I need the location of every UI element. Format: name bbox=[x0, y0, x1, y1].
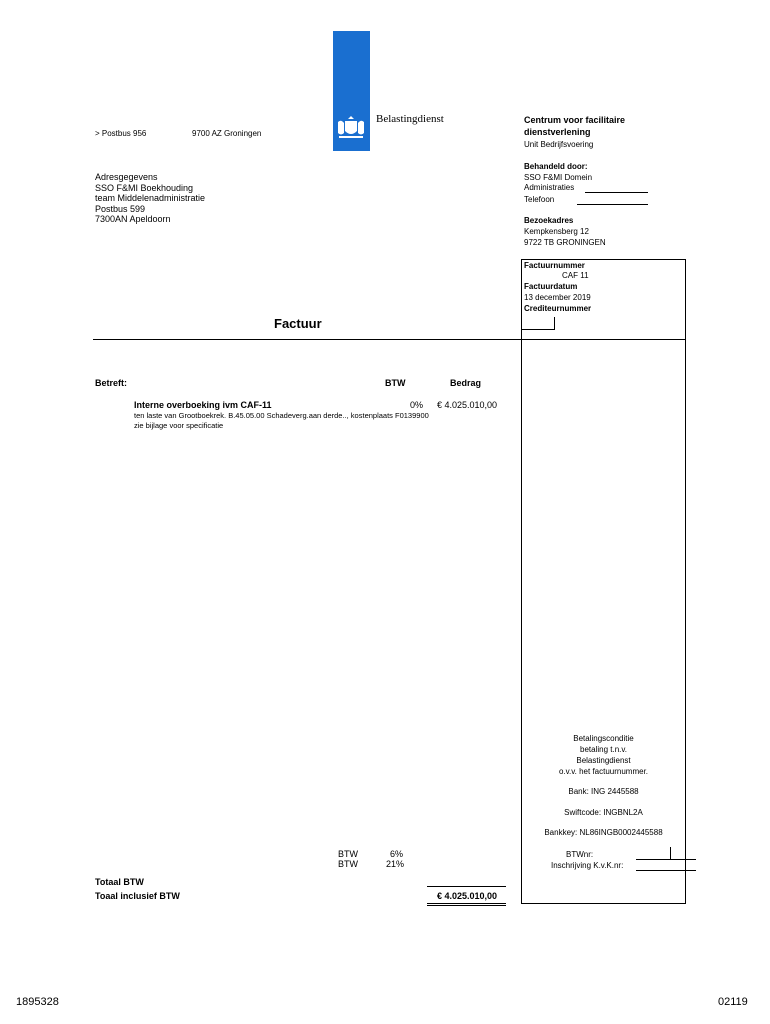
invoice-date: 13 december 2019 bbox=[524, 293, 591, 302]
creditor-number-label: Crediteurnummer bbox=[524, 304, 592, 313]
bank-info: Bank: ING 2445588 bbox=[568, 787, 639, 796]
kvk-label: Inschrijving K.v.K.nr: bbox=[551, 861, 624, 870]
royal-crest-icon bbox=[334, 112, 368, 142]
swift-info: Swiftcode: INGBNL2A bbox=[564, 808, 643, 817]
payment-condition: Betalingsconditie bbox=[573, 734, 634, 743]
vat-rate-label: BTW bbox=[338, 849, 358, 859]
kvk-underline bbox=[636, 870, 696, 871]
recipient-address bbox=[95, 172, 295, 225]
invoice-date-label: Factuurdatum bbox=[524, 282, 578, 291]
brand-name: Belastingdienst bbox=[376, 113, 444, 125]
btw-number-underline bbox=[636, 859, 696, 860]
visit-heading: Bezoekadres bbox=[524, 216, 574, 225]
creditor-box-right bbox=[554, 317, 555, 329]
payment-line-4: o.v.v. het factuurnummer. bbox=[558, 767, 649, 776]
title-divider bbox=[93, 339, 686, 340]
vat-rate-value: 6% bbox=[390, 849, 404, 859]
payment-line-3: Belastingdienst bbox=[576, 756, 631, 765]
item-description: ten laste van Grootboekrek. B.45.05.00 Schadeverg.aan derde.., kostenplaats F0139900 bbox=[134, 411, 429, 420]
total-overline bbox=[427, 886, 506, 887]
invoice-number-label: Factuurnummer bbox=[524, 261, 585, 270]
vat-rate-label: BTW bbox=[338, 859, 358, 869]
amount-column-header: Bedrag bbox=[450, 378, 482, 388]
footer-right-code: 02119 bbox=[718, 996, 748, 1008]
sender-city: 9700 AZ Groningen bbox=[192, 129, 262, 138]
btw-number-tick bbox=[670, 847, 671, 859]
handled-by-admin: Administraties bbox=[524, 183, 575, 192]
recipient-line: SSO F&MI Boekhouding bbox=[95, 182, 194, 193]
org-name-1: Centrum voor facilitaire bbox=[524, 115, 626, 125]
recipient-line: team Middelenadministratie bbox=[95, 193, 206, 203]
sender-postbus: > Postbus 956 bbox=[95, 129, 147, 138]
total-vat-label: Totaal BTW bbox=[95, 877, 144, 887]
recipient-line: Postbus 599 bbox=[95, 203, 146, 214]
handled-by-heading: Behandeld door: bbox=[524, 162, 588, 171]
phone-underline bbox=[577, 204, 648, 205]
org-unit: Unit Bedrijfsvoering bbox=[524, 140, 594, 149]
recipient-line: Adresgegevens bbox=[95, 172, 158, 182]
item-amount: € 4.025.010,00 bbox=[437, 400, 498, 410]
invoice-number: CAF 11 bbox=[562, 271, 589, 280]
total-underline-2 bbox=[427, 905, 506, 906]
total-incl-amount: € 4.025.010,00 bbox=[437, 891, 498, 901]
btw-number-label: BTWnr: bbox=[566, 850, 594, 859]
item-vat: 0% bbox=[410, 400, 424, 410]
org-name-2: dienstverlening bbox=[524, 127, 591, 137]
creditor-box-left bbox=[521, 317, 522, 329]
visit-street: Kempkensberg 12 bbox=[524, 227, 589, 236]
total-underline-1 bbox=[427, 903, 506, 904]
total-incl-label: Toaal inclusief BTW bbox=[95, 891, 180, 901]
phone-label: Telefoon bbox=[524, 195, 555, 204]
vat-column-header: BTW bbox=[385, 378, 406, 388]
admin-underline bbox=[585, 192, 648, 193]
item-note: zie bijlage voor specificatie bbox=[134, 421, 224, 430]
subject-label: Betreft: bbox=[95, 378, 128, 388]
item-title: Interne overboeking ivm CAF-11 bbox=[134, 400, 272, 410]
page-title: Factuur bbox=[274, 316, 322, 331]
vat-rate-value: 21% bbox=[386, 859, 405, 869]
bankkey-info: Bankkey: NL86INGB0002445588 bbox=[544, 828, 663, 837]
handled-by-name: SSO F&MI Domein bbox=[524, 173, 593, 182]
creditor-box-bottom bbox=[521, 329, 555, 330]
payment-line-2: betaling t.n.v. bbox=[580, 745, 627, 754]
visit-city: 9722 TB GRONINGEN bbox=[524, 238, 606, 247]
footer-left-code: 1895328 bbox=[16, 996, 59, 1008]
recipient-line: 7300AN Apeldoorn bbox=[95, 214, 171, 224]
